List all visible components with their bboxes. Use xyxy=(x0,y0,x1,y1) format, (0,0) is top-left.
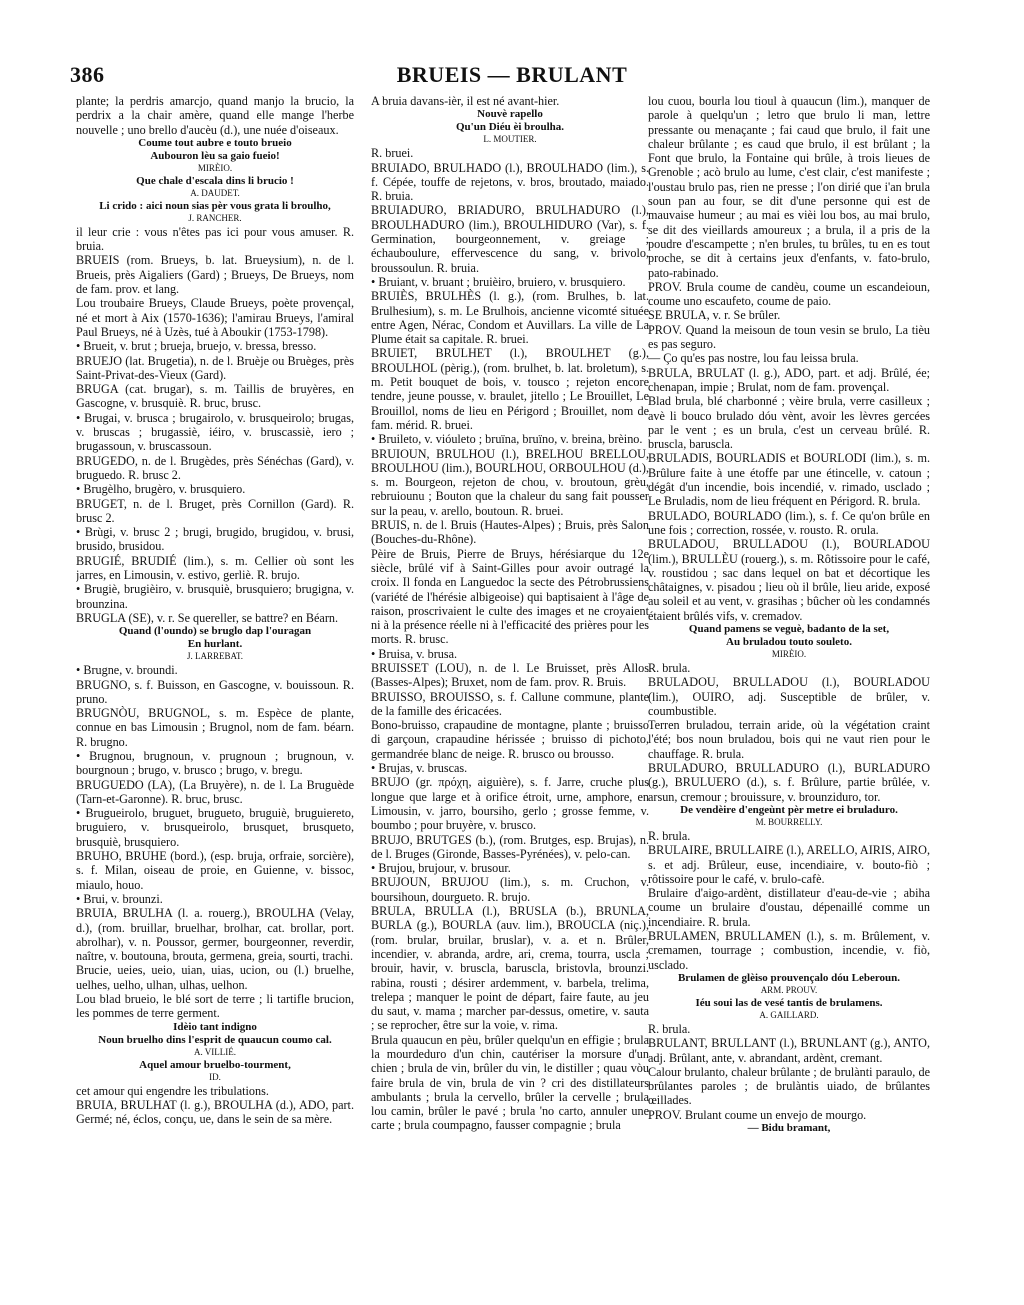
dictionary-entry: BRULADOU, BRULLADOU (l.), BOURLADOU (lim.), OUIRO, adj. Susceptible de brûler, v. coumbustible. xyxy=(648,675,930,718)
quotation-line: En hurlant. xyxy=(187,638,243,651)
quotation-source: A. VILLIÉ. xyxy=(193,1046,237,1057)
dictionary-entry: Brucie, ueies, ueio, uian, uias, ucion, ou (l.) bruelhe, uelhes, uelho, ulhan, ulhas, uelhon. xyxy=(76,963,354,992)
quotation-line: Aubouron lèu sa gaio fueio! xyxy=(150,149,280,162)
dictionary-entry: BRULAMEN, BRULLAMEN (l.), s. m. Brûlement, v. cremamen, tourrage ; combustion, incendie, v. fiò, usclado. xyxy=(648,929,930,972)
dictionary-entry: BRUIOUN, BRULHOU (l.), BRELHOU BRELLOU, BROULHOU (lim.), BOURLHOU, ORBOULHOU (d.), s. m. Bourgeon, rejeton de chou, v. broutoun, grèu, rebruiounu ; Bouton que la chaleur du sang fait pousser sur la peau, v. arello, boutoun. R. bruei. xyxy=(371,446,649,518)
quotation-source: MIRÈIO. xyxy=(771,648,807,659)
dictionary-entry: BRUGUEDO (LA), (La Bruyère), n. de l. La Bruguède (Tarn-et-Garonne). R. bruc, brusc. xyxy=(76,777,354,806)
dictionary-entry: • Brugne, v. broundi. xyxy=(76,663,178,678)
dictionary-entry: BRUEIS (rom. Brueys, b. lat. Brueysium), n. de l. Brueis, près Aigaliers (Gard) ; Brueys, De Brueys, nom de fam. prov. et lang. xyxy=(76,253,354,297)
quotation-line: Que chale d'escala dins li brucio ! xyxy=(136,174,294,187)
dictionary-entry: • Bruileto, v. vióuleto ; bruïna, bruïno, v. breina, brèino. xyxy=(371,432,643,447)
dictionary-entry: BRUEJO (lat. Brugetia), n. de l. Bruèje ou Bruèges, près Saint-Privat-des-Vieux (Gard). xyxy=(76,353,354,382)
dictionary-entry: SE BRULA, v. r. Se brûler. xyxy=(648,308,781,323)
dictionary-entry: • Brugai, v. brusca ; brugairolo, v. brusqueirolo; brugas, v. bruscas ; brugassiè, iéiro, v. bruscassiè, iero ; brugassoun, v. bruscassoun. xyxy=(76,410,354,454)
quotation-line: Au bruladou touto souleto. xyxy=(726,635,852,648)
dictionary-entry: BRUJO, BRUTGES (b.), (rom. Brutges, esp. Brujas), n. de l. Bruges (Gironde, Basses-Pyrénées), v. pelo-can. xyxy=(371,832,649,861)
quotation-source: ID. xyxy=(209,1071,221,1082)
quotation-source: A. DAUDET. xyxy=(190,187,240,198)
dictionary-entry: • Brùgi, v. brusc 2 ; brugi, brugido, brugidou, v. brusi, brusido, brusidou. xyxy=(76,525,354,554)
dictionary-entry: • Brugiè, brugièiro, v. brusquiè, brusquiero; brugigna, v. brounzina. xyxy=(76,582,354,611)
quotation-source: MIRÈIO. xyxy=(197,162,233,173)
dictionary-entry: • Bruiant, v. bruant ; bruièiro, bruiero, v. brusquiero. xyxy=(371,274,626,289)
dictionary-entry: BRULAIRE, BRULLAIRE (l.), ARELLO, AIRIS, AIRO, s. et adj. Brûleur, euse, incendiaire, v. bouto-fiò ; rôtissoire pour le café, v. brulo-cafè. xyxy=(648,843,930,886)
dictionary-entry: Bono-bruisso, crapaudine de montagne, plante ; bruisso di garçoun, crapaudine hérissée ; bruisso di pichoto, germandrée blanc de neige. R. brusco ou brousso. xyxy=(371,718,649,761)
dictionary-entry: A bruia davans-ièr, il est né avant-hier. xyxy=(371,94,560,108)
dictionary-entry: Pèire de Bruis, Pierre de Bruys, hérésiarque du 12e siècle, brûlé vif à Saint-Gilles pour avoir outragé la croix. Il fonda en Languedoc la secte des Pétrobrussiens (variété de l'hérésie albigeoise) qui baptisaient à l'âge de raison, proscrivaient le culte des images et ne croyaient ni à la présence réelle ni à l'efficacité des prières pour les morts. R. brusc. xyxy=(371,546,649,647)
quotation-line: Idèio tant indigno xyxy=(173,1020,257,1033)
dictionary-entry: BRULADO, BOURLADO (lim.), s. f. Ce qu'on brûle en une fois ; correction, rossée, v. rousto. R. orula. xyxy=(648,508,930,537)
quotation-line: Iéu soui las de vesé tantis de brulamens. xyxy=(695,996,883,1009)
dictionary-entry: BRUGET, n. de l. Bruget, près Cornillon (Gard). R. brusc 2. xyxy=(76,496,354,525)
dictionary-entry: BRUIA, BRULHAT (l. g.), BROULHA (d.), ADO, part. Germé; né, éclos, conçu, ue, dans le sein de sa mère. xyxy=(76,1097,354,1127)
quotation-source: J. LARREBAT. xyxy=(186,651,244,662)
dictionary-entry: BRUIS, n. de l. Bruis (Hautes-Alpes) ; Bruis, près Salon (Bouches-du-Rhône). xyxy=(371,518,649,547)
dictionary-entry: Blad brula, blé charbonné ; vèire brula, verre casilleux ; avè li bouco brulado dóu vènt, avoir les lèvres gercées par le vent ; es un brula, c'est un cerveau brûlé. R. bruscla, baruscla. xyxy=(648,394,930,452)
dictionary-entry: BRUISSO, BROUISSO, s. f. Callune commune, plante de la famille des éricacées. xyxy=(371,689,649,718)
quotation-source: A. GAILLARD. xyxy=(759,1009,819,1020)
dictionary-entry: • Brugèlho, brugèro, v. brusquiero. xyxy=(76,482,246,497)
dictionary-entry: il leur crie : vous n'êtes pas ici pour vous amuser. R. bruia. xyxy=(76,224,354,254)
quotation-source: L. MOUTIER. xyxy=(483,134,537,145)
dictionary-entry: • Brugueirolo, bruguet, brugueto, bruguiè, bruguiereto, bruguiero, v. brusqueirolo, brusquet, brusqueto, brusquiè, brusquiero. xyxy=(76,806,354,849)
dictionary-entry: BRULA, BRULAT (l. g.), ADO, part. et adj. Brûlé, ée; chenapan, impie ; Brulat, nom de fam. provençal. xyxy=(648,365,930,394)
dictionary-entry: Terren bruladou, terrain aride, où la végétation craint l'été; bos noun bruladou, bois qui ne vaut rien pour le chauffage. R. brula. xyxy=(648,718,930,761)
dictionary-entry: • Bruisa, v. brusa. xyxy=(371,646,458,661)
dictionary-entry: BRUIÈS, BRULHÈS (l. g.), (rom. Brulhes, b. lat. Brulhesium), s. m. Le Brulhois, ancienne vicomté située entre Agen, Nérac, Condom et Auvillars. La ville de La Plume était sa capitale. R. bruei. xyxy=(371,289,649,347)
dictionary-entry: BRUHO, BRUHE (bord.), (esp. bruja, orfraie, sorcière), s. f. Milan, oiseau de proie, en Guienne, v. bissoc, miaulo, houo. xyxy=(76,849,354,892)
dictionary-entry: BRUGIÉ, BRUDIÉ (lim.), s. m. Cellier où sont les jarres, en Limousin, v. estivo, gerliè. R. brujo. xyxy=(76,553,354,583)
dictionary-entry: BRULADOU, BRULLADOU (l.), BOURLADOU (lim.), BRULLÈU (rouerg.), s. m. Rôtissoire pour le café, v. roustidou ; sac dans lequel on bat et décortique les châtaignes, v. pisadou ; lieu où il brûle, lieu aride, exposé au soleil et au vent, v. grasihas ; bûcher où les condamnés étaient brûlés vifs, v. cremadov. xyxy=(648,537,930,623)
quotation-source: M. BOURRELLY. xyxy=(755,816,823,827)
quotation-line: Aquel amour bruelbo-tourment, xyxy=(139,1058,291,1071)
running-head: BRUEIS — BRULANT xyxy=(396,62,628,87)
dictionary-entry: PROV. Brulant coume un envejo de mourgo. xyxy=(648,1107,867,1122)
dictionary-entry: Lou blad brueio, le blé sort de terre ; li tartifle brucion, les pommes de terre germent. xyxy=(76,992,354,1021)
text-column-middle xyxy=(371,94,649,1284)
dictionary-entry: • Brujas, v. bruscas. xyxy=(371,761,468,776)
dictionary-entry: BRULANT, BRULLANT (l.), BRUNLANT (g.), ANTO, adj. Brûlant, ante, v. abrandant, ardènt, cremant. xyxy=(648,1036,930,1065)
dictionary-entry: R. bruei. xyxy=(371,146,414,161)
dictionary-entry: • Brujou, brujour, v. brusour. xyxy=(371,861,511,876)
dictionary-entry: BRUGNÒU, BRUGNOL, s. m. Espèce de plante, connue en bas Limousin ; Brugnol, nom de fam. béarn. R. brugno. xyxy=(76,706,354,749)
text-column-right xyxy=(648,94,930,1284)
dictionary-entry: R. brula. xyxy=(648,828,691,843)
dictionary-entry: BRUGA (cat. brugar), s. m. Taillis de bruyères, en Gascogne, v. brusquiè. R. bruc, brusc. xyxy=(76,382,354,411)
dictionary-entry: BRUIET, BRULHET (l.), BROULHET (g.), BROULHOL (pèrig.), (rom. brulhet, b. lat. broletum), s. m. Petit bouquet de bois, v. tousco ; rejeton encore tendre, jeune pousse, v. braulet, jitello ; Le Brouillet, Le Brouillol, noms de lieu en Périgord ; Brouillet, nom de fam. mérid. R. bruei. xyxy=(371,346,649,432)
dictionary-entry: BRUISSET (LOU), n. de l. Le Bruisset, près Allos (Basses-Alpes); Bruxet, nom de fam. prov. R. Bruis. xyxy=(371,660,649,690)
dictionary-entry: PROV. Brula coume de candèu, coume un escandeioun, coume uno escaufeto, coume de paio. xyxy=(648,279,930,309)
dictionary-entry: BRULA, BRULLA (l.), BRUSLA (b.), BRUNLA, BURLA (g.), BOURLA (auv. lim.), BROUCLA (niç.), (rom. brular, bruilar, bruslar), v. a. et n. Brûler, incendier, v. abranda, ardre, ari, crema, tourra, uscla ; brouir, havir, v. bruscla, baruscla, bristovla, brounzi. rabina, rousti ; désirer ardemment, v. barbela, trelima, trelepa ; manquer le point de départ, faire faute, au jeu du saut, v. mama ; marcher par-dessus, ometire, v. sauta ; se reprocher, être sur la voie, v. rima. xyxy=(371,904,649,1033)
quotation-source: ARM. PROUV. xyxy=(760,984,818,995)
dictionary-entry: BRULADURO, BRULLADURO (l.), BURLADURO (g.), BRULUERO (d.), s. f. Brûlure, partie brûlée, v. arsun, cremour ; brouissure, v. brounziduro, tor. xyxy=(648,761,930,804)
dictionary-entry: • Brui, v. brounzi. xyxy=(76,891,163,906)
quotation-line: Li crido : aici noun sias pèr vous grata li broulho, xyxy=(99,199,331,212)
quotation-line: Coume tout aubre e touto brueio xyxy=(138,136,292,149)
dictionary-entry: BRULADIS, BOURLADIS et BOURLODI (lim.), s. m. Brûlure faite à une étoffe par une étincelle, v. catoun ; dégât d'un incendie, bois incendié, v. rimado, usclado ; Le Bruladis, nom de lieu fréquent en Périgord. R. brula. xyxy=(648,451,930,509)
dictionary-entry: • Brugnou, brugnoun, v. prugnoun ; brugnoun, v. bourgnoun ; brugo, v. brusco ; brugo, v. bregu. xyxy=(76,748,354,778)
dictionary-entry: BRUGNO, s. f. Buisson, en Gascogne, v. bouissoun. R. pruno. xyxy=(76,677,354,706)
dictionary-entry: • Brueit, v. brut ; brueja, bruejo, v. bressa, bresso. xyxy=(76,339,317,354)
dictionary-entry: Brula quaucun en pèu, brûler quelqu'un en effigie ; brula la mourdeduro d'un chin, cautériser la morsure d'un chien ; brula de vin, brûler du vin, le distiller ; quau vòu faire brula de vin, brula de vin ? cri des distillateurs ambulants ; brula la cervello, brûler la cervelle ; brula lou camin, brûler le pavé ; brula 'no carto, annuler une carte ; brula coumpagno, fausser compagnie ; brula xyxy=(371,1032,649,1133)
dictionary-entry: BRUGLA (SE), v. r. Se quereller, se battre? en Béarn. xyxy=(76,610,339,625)
dictionary-entry: plante; la perdris amarcjo, quand manjo la brucio, la perdrix a la chair amère, quand elle mange l'herbe nouvelle ; uno brello d'aucèu (d.), une nuée d'oiseaux. xyxy=(76,94,354,137)
text-column-left xyxy=(76,94,354,1284)
dictionary-entry: BRUJOUN, BRUJOU (lim.), s. m. Cruchon, v. boursihoun, dourgueto. R. brujo. xyxy=(371,875,649,904)
quotation-line: De vendèire d'engeùnt pèr metre ei bruladuro. xyxy=(680,803,898,816)
dictionary-entry: Brulaire d'aigo-ardènt, distillateur d'eau-de-vie ; abiha coume un brulaire d'oustau, dépenaillé comme un incendiaire. R. brula. xyxy=(648,886,930,929)
quotation-line: Brulamen de glèiso prouvençalo dóu Leberoun. xyxy=(677,971,901,984)
dictionary-entry: BRUIADO, BRULHADO (l.), BROULHADO (lim.), s. f. Cépée, touffe de rejetons, v. bros, broutado, maiado. R. bruia. xyxy=(371,160,649,204)
dictionary-entry: Lou troubaire Brueys, Claude Brueys, poète provençal, né et mort à Aix (1570-1636); l'amirau Brueys, l'amiral Paul Brueys, né à Uzès, tué à Aboukir (1753-1798). xyxy=(76,296,354,339)
page-number: 386 xyxy=(70,62,105,87)
dictionary-entry: BRUIADURO, BRIADURO, BRULHADURO (l.), BROULHADURO (lim.), BROULHIDURO (Var), s. f. Germination, bourgeonnement, v. greiage ; échauboulure, effervescence du sang, v. brivolo, broussoulun. R. bruia. xyxy=(371,203,649,275)
dictionary-entry: BRUIA, BRULHA (l. a. rouerg.), BROULHA (Velay, d.), (rom. bruillar, bruelhar, brolhar, cat. brollar, port. abrolhar), v. n. Poussor, germer, bourgeonner, reverdir, naître, v. boutouna, brouta, germena, greia, sourti, trachi. xyxy=(76,906,354,964)
dictionary-entry: Calour brulanto, chaleur brûlante ; de brulànti paraulo, de brûlantes paroles ; de brulàntis uiado, de brûlantes œillades. xyxy=(648,1064,930,1108)
quotation-source: J. RANCHER. xyxy=(188,212,242,223)
quotation-line: Quand (l'oundo) se bruglo dap l'ouragan xyxy=(118,625,312,638)
quotation-line: Qu'un Diéu èi broulha. xyxy=(456,121,564,134)
dictionary-entry: BRUJO (gr. πρόχη, aiguière), s. f. Jarre, cruche plus longue que large et à orifice étroit, urne, amphore, en Limousin, v. jarro, boursiho, gerlo ; grosse femme, v. boumbo ; pour bruyère, v. brusco. xyxy=(371,775,649,833)
quotation-line: Quand pamens se veguè, badanto de la set, xyxy=(688,622,890,635)
quotation-line: Noun bruelho dins l'esprit de quaucun coumo cal. xyxy=(98,1033,332,1046)
quotation-line: Nouvè rapello xyxy=(477,108,543,121)
dictionary-entry: R. brula. xyxy=(648,1021,691,1036)
dictionary-entry: lou cuou, bourla lou tioul à quaucun (lim.), manquer de parole à quelqu'un ; letro que brulo li man, lettre pressante ou menaçante ; fai caud que brulo, il fait une chaleur brûlante ; es caud que brulo, il est brûlant ; la Font que brulo, la Fontaine qui brûle, à trois lieues de Grenoble ; acò brulo au lume, c'est clair, c'est manifeste ; l'oustau brulo pas, rien ne presse ; l'on dirié que i'an brula soun pan au four, se dit d'une personne qui est de mauvaise humeur ; au mai es vièi lou bos, au mai brulo, se dit des vieillards amoureux ; a brula, il a pris de la poudre d'escampette ; n'en brules, tu brûles, tu en es tout proche, se dit à certains jeux d'enfants, v. fato-brulo, pato-rabinado. xyxy=(648,94,930,280)
dictionary-entry: BRUGEDO, n. de l. Brugèdes, près Sénéchas (Gard), v. bruguedo. R. brusc 2. xyxy=(76,453,354,482)
dictionary-entry: PROV. Quand la meisoun de toun vesin se brulo, La tièu es pas seguro. xyxy=(648,322,930,352)
dictionary-entry: R. brula. xyxy=(648,660,691,675)
dictionary-entry: — Ço qu'es pas nostre, lou fau leissa brula. xyxy=(648,351,859,366)
dictionary-entry: cet amour qui engendre les tribulations. xyxy=(76,1083,269,1098)
quotation-line: — Bidu bramant, xyxy=(747,1122,831,1134)
